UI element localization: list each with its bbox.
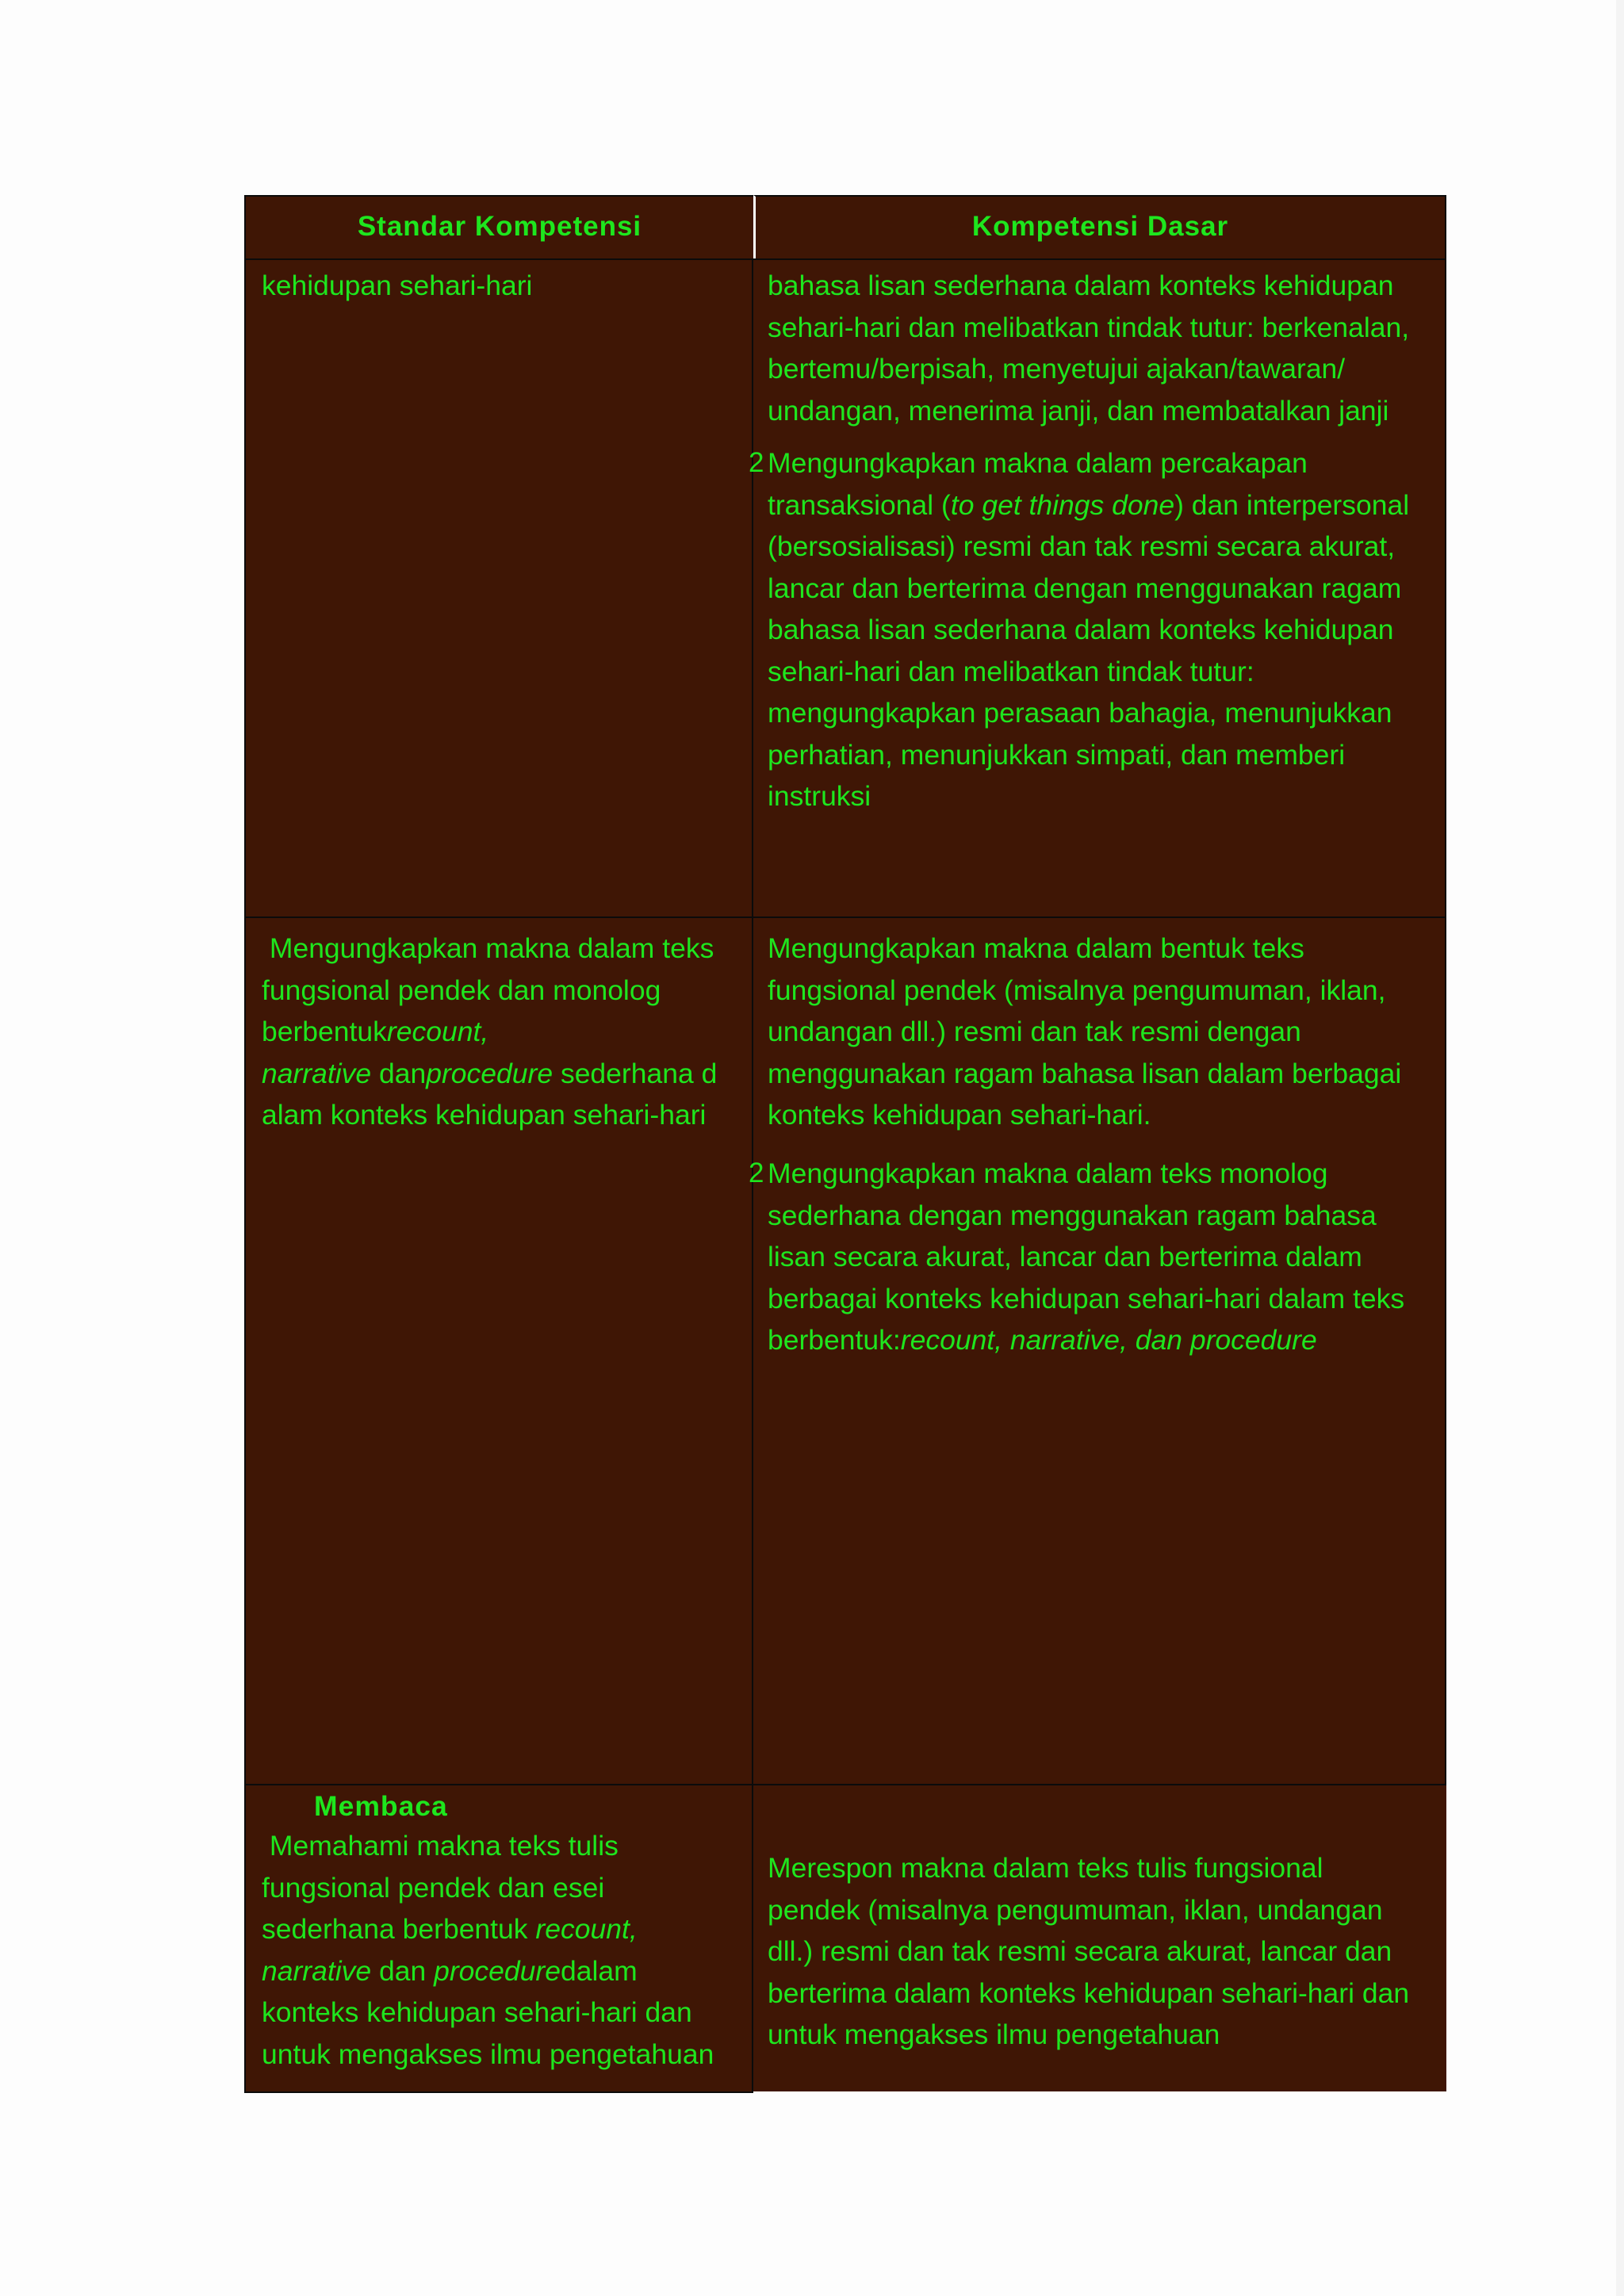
row3-kd-line: dll.) resmi dan tak resmi secara akurat, lancar dan bbox=[768, 1935, 1392, 1967]
header-kd-label: Kompetensi Dasar bbox=[971, 211, 1229, 242]
row2-kd-a-line: konteks kehidupan sehari-hari. bbox=[768, 1099, 1151, 1131]
row3-standar-line: narrative dan proceduredalam bbox=[262, 1954, 638, 1987]
row3-standar-line: Memahami makna teks tulis bbox=[269, 1830, 619, 1862]
row1-kd-a-line: bertemu/berpisah, menyetujui ajakan/tawaran/ bbox=[768, 353, 1346, 385]
page-edge bbox=[1616, 0, 1624, 2296]
row2-kd-a-line: menggunakan ragam bahasa lisan dalam berbagai bbox=[768, 1057, 1402, 1089]
row2-kd-b-line: lisan secara akurat, lancar dan berterima dalam bbox=[768, 1241, 1362, 1272]
row3-standar-line: sederhana berbentuk recount, bbox=[262, 1913, 638, 1945]
row3-kd-cell bbox=[752, 1784, 1446, 2091]
row2-kd-b-line: Mengungkapkan makna dalam teks monolog bbox=[768, 1158, 1328, 1189]
row2-standar-line: fungsional pendek dan monolog bbox=[262, 974, 661, 1006]
row1-kd-b-line: perhatian, menunjukkan simpati, dan memberi bbox=[768, 738, 1346, 771]
row2-standar-cell bbox=[244, 916, 753, 1785]
row3-kd-line: untuk mengakses ilmu pengetahuan bbox=[768, 2019, 1220, 2050]
row2-kd-b-line: sederhana dengan menggunakan ragam bahasa bbox=[768, 1199, 1377, 1231]
row3-standar-line: konteks kehidupan sehari-hari dan bbox=[262, 1996, 692, 2028]
row1-kd-b-line: mengungkapkan perasaan bahagia, menunjukkan bbox=[768, 697, 1392, 729]
row1-kd-a-line: sehari-hari dan melibatkan tindak tutur: berkenalan, bbox=[768, 311, 1410, 343]
row2-standar-line: narrative danprocedure sederhana d bbox=[262, 1057, 718, 1089]
row3-standar-cell bbox=[244, 1784, 753, 2093]
header-standar-kompetensi bbox=[244, 195, 755, 260]
row1-kd-b-line: sehari-hari dan melibatkan tindak tutur: bbox=[768, 655, 1254, 687]
row2-kd-a-line: Mengungkapkan makna dalam bentuk teks bbox=[768, 932, 1304, 964]
row1-kd-a-line: undangan, menerima janji, dan membatalkan janji bbox=[768, 394, 1389, 427]
row1-standar-text: kehidupan sehari-hari bbox=[262, 270, 533, 301]
row1-kd-b-line: (bersosialisasi) resmi dan tak resmi secara akurat, bbox=[768, 530, 1396, 562]
row1-kd-b-line: lancar dan berterima dengan menggunakan ragam bbox=[768, 572, 1402, 604]
row2-kd-a-line: fungsional pendek (misalnya pengumuman, iklan, bbox=[768, 974, 1386, 1006]
row1-kd-b-line: Mengungkapkan makna dalam percakapan bbox=[768, 447, 1308, 479]
row1-kd-b-italic: to get things done bbox=[950, 488, 1175, 521]
row1-kd-b-line: transaksional (to get things done) dan interpersonal bbox=[768, 488, 1410, 521]
row2-standar-line: Mengungkapkan makna dalam teks bbox=[269, 932, 714, 964]
row2-kd-a-line: undangan dll.) resmi dan tak resmi dengan bbox=[768, 1016, 1301, 1047]
row1-kd-b-number: 2 bbox=[749, 447, 764, 478]
row3-heading: Membaca bbox=[314, 1790, 448, 1822]
row1-standar-cell bbox=[244, 258, 753, 918]
row3-kd-line: berterima dalam konteks kehidupan sehari-hari dan bbox=[768, 1976, 1410, 2009]
row1-kd-b-line: bahasa lisan sederhana dalam konteks kehidupan bbox=[768, 614, 1394, 645]
row2-standar-line: berbentukrecount, bbox=[262, 1016, 489, 1047]
row2-kd-cell bbox=[749, 916, 1446, 1785]
row3-kd-line: pendek (misalnya pengumuman, iklan, undangan bbox=[768, 1893, 1383, 1926]
header-standar-label: Standar Kompetensi bbox=[357, 211, 642, 242]
header-kompetensi-dasar bbox=[753, 195, 1446, 260]
row2-kd-b-line: berbentuk:recount, narrative, dan procedure bbox=[768, 1324, 1317, 1356]
row3-standar-line: untuk mengakses ilmu pengetahuan bbox=[262, 2038, 714, 2070]
row2-kd-b-line: berbagai konteks kehidupan sehari-hari dalam teks bbox=[768, 1282, 1405, 1314]
row1-kd-b-line: instruksi bbox=[768, 780, 871, 812]
row3-standar-line: fungsional pendek dan esei bbox=[262, 1871, 605, 1904]
row2-kd-b-number: 2 bbox=[749, 1158, 764, 1188]
row3-kd-line: Merespon makna dalam teks tulis fungsional bbox=[768, 1852, 1323, 1884]
row1-kd-a-line: bahasa lisan sederhana dalam konteks kehidupan bbox=[768, 270, 1394, 301]
row2-standar-line: alam konteks kehidupan sehari-hari bbox=[262, 1099, 707, 1131]
row1-kd-cell bbox=[749, 258, 1446, 918]
